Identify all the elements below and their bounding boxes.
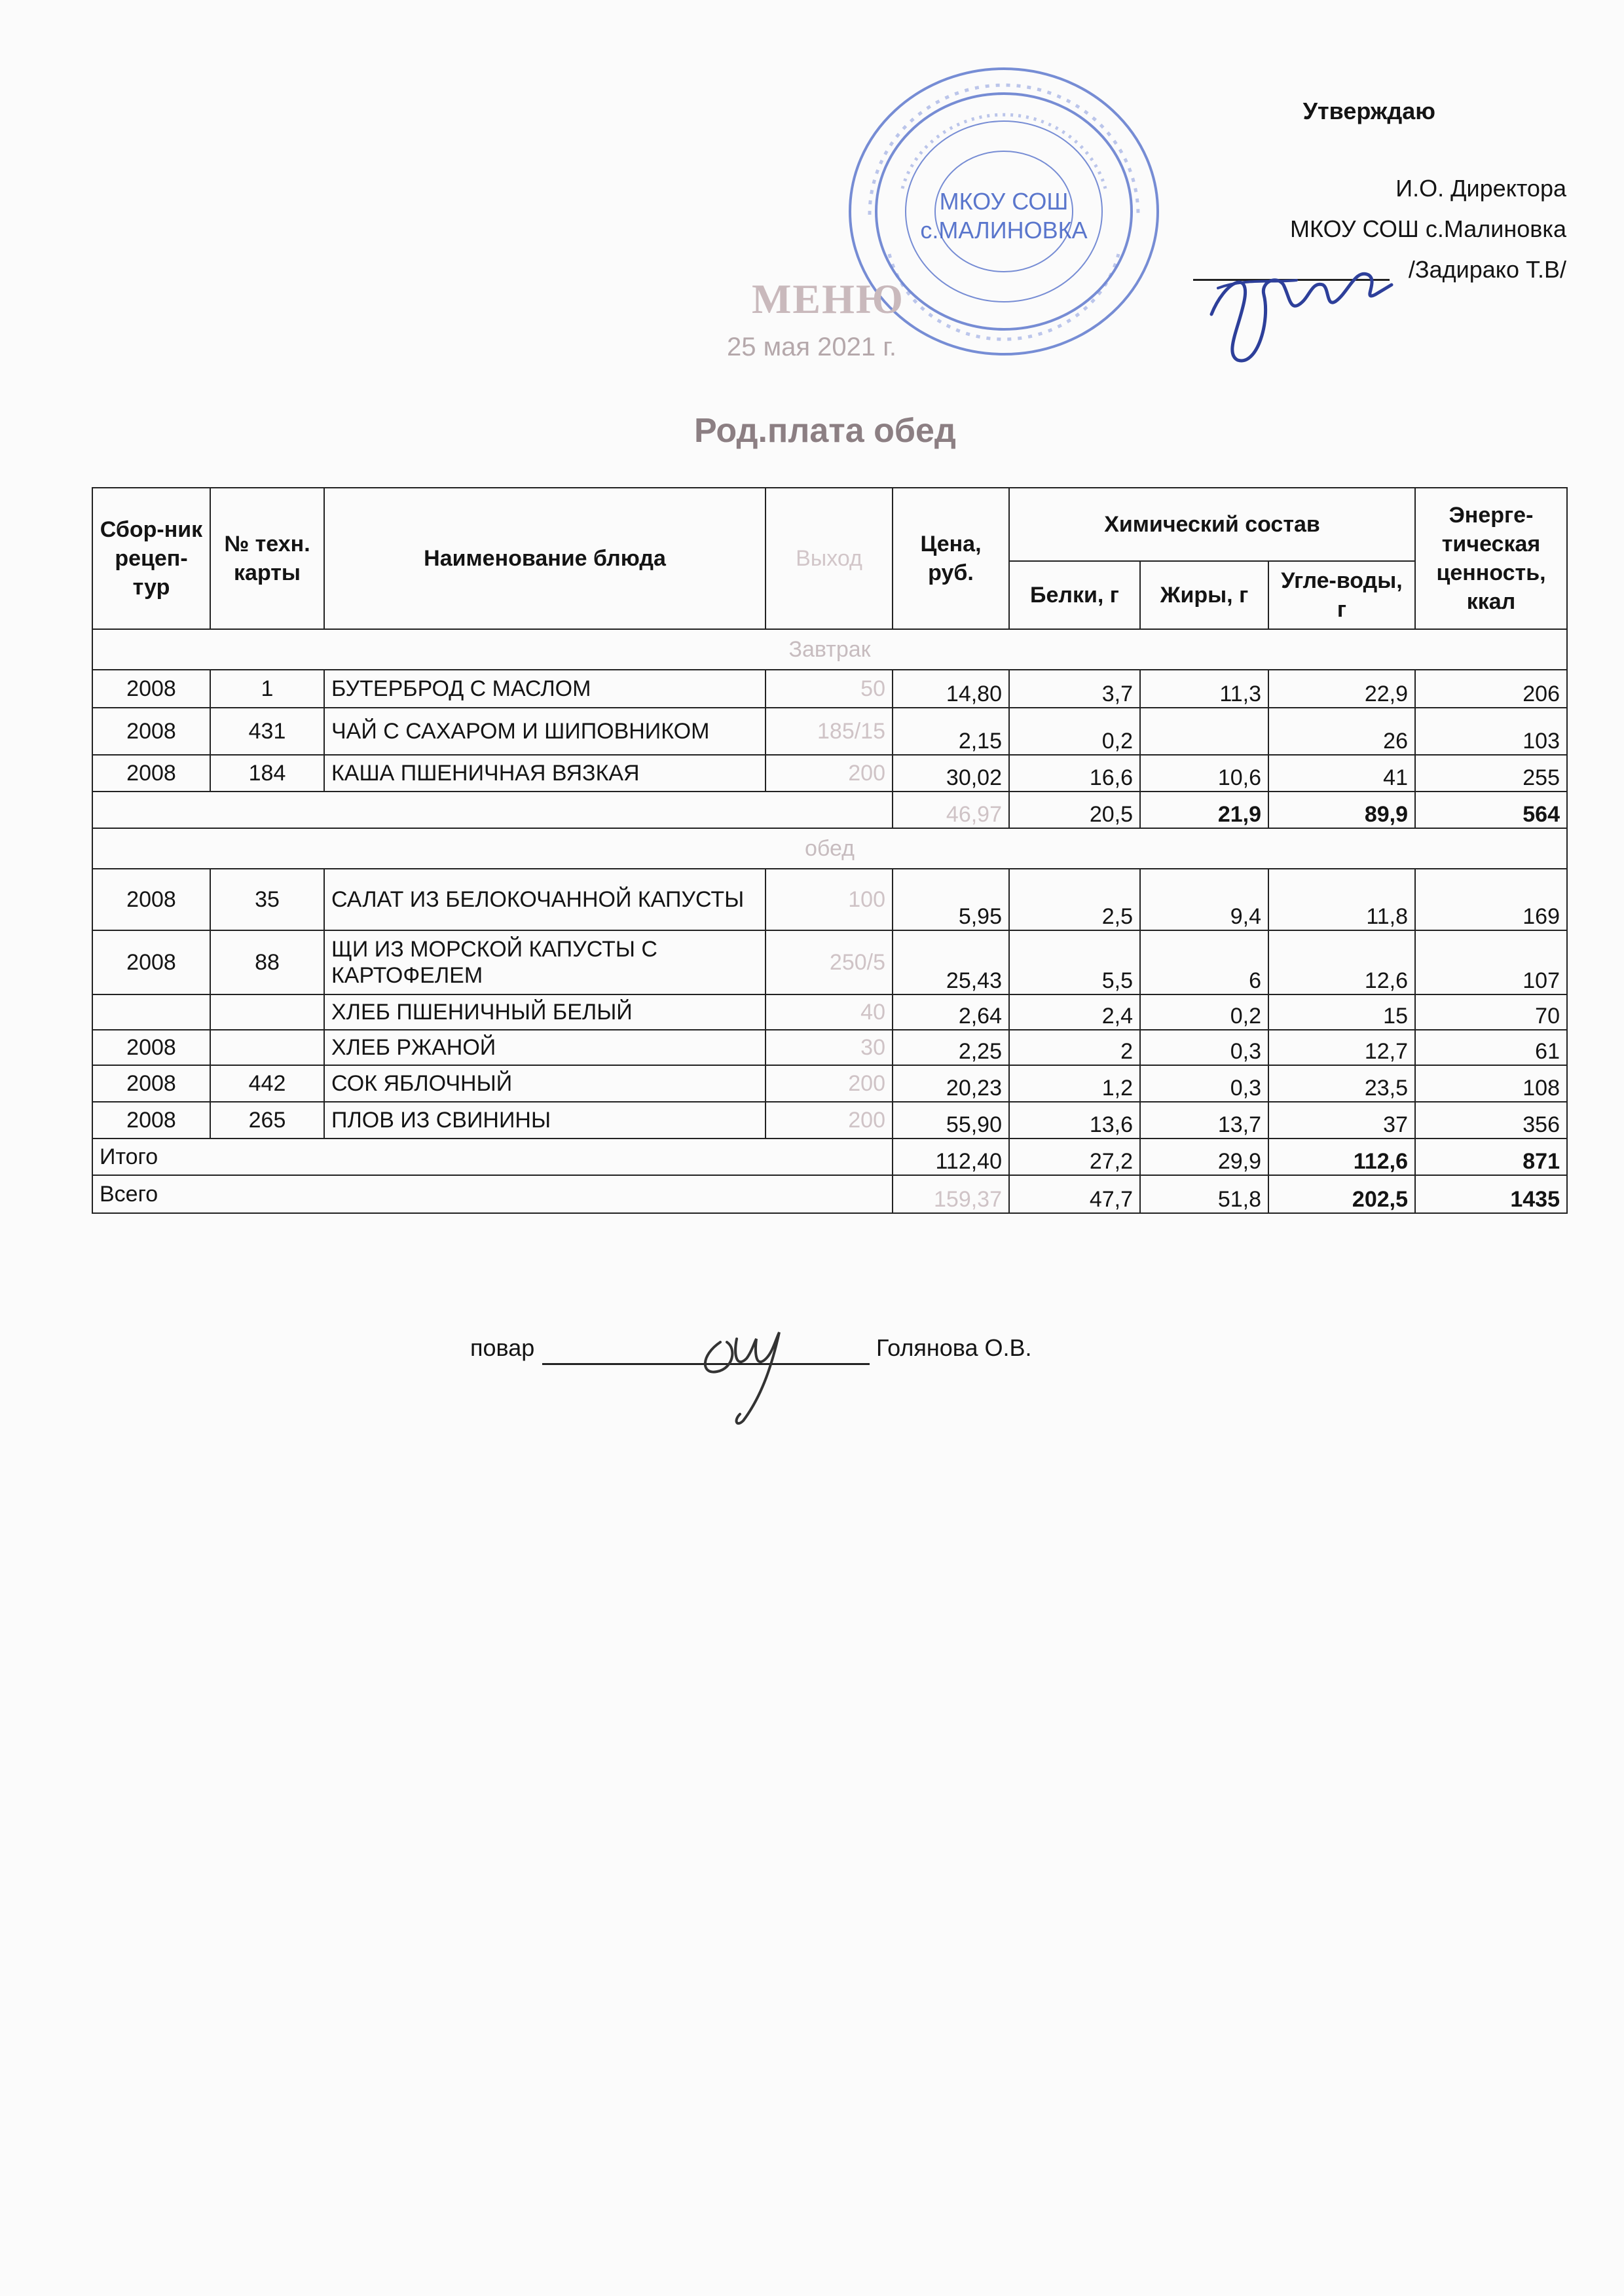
cell-dish: ХЛЕБ ПШЕНИЧНЫЙ БЕЛЫЙ [324, 994, 766, 1030]
cell-dish: КАША ПШЕНИЧНАЯ ВЯЗКАЯ [324, 755, 766, 792]
subtotal-energy: 564 [1415, 792, 1567, 828]
cell-dish: ХЛЕБ РЖАНОЙ [324, 1030, 766, 1065]
vsego-label: Всего [92, 1175, 893, 1213]
col-carbs-header: Угле-воды, г [1268, 561, 1415, 629]
vsego-row [92, 1175, 1567, 1213]
col-card-header: № техн. карты [210, 488, 324, 629]
cell-yield: 100 [766, 869, 893, 930]
cell-carbs: 11,8 [1268, 869, 1415, 930]
section-title: обед [92, 828, 1567, 869]
cell-price: 55,90 [893, 1102, 1009, 1139]
col-dish-header: Наименование блюда [324, 488, 766, 629]
subtotal-row [92, 792, 1567, 828]
table-row [92, 1102, 1567, 1139]
cell-protein: 2,4 [1009, 994, 1140, 1030]
cell-fat: 10,6 [1140, 755, 1268, 792]
cell-yield: 250/5 [766, 930, 893, 994]
subtotal-label-cell [92, 792, 893, 828]
cook-signature-block [470, 1334, 1032, 1362]
cell-price: 25,43 [893, 930, 1009, 994]
cell-carbs: 22,9 [1268, 670, 1415, 708]
menu-subtitle: Род.плата обед [694, 412, 956, 450]
cell-carbs: 37 [1268, 1102, 1415, 1139]
cell-card: 265 [210, 1102, 324, 1139]
approval-organization: МКОУ СОШ с.Малиновка [1290, 215, 1566, 242]
itogo-label: Итого [92, 1139, 893, 1175]
cell-energy: 356 [1415, 1102, 1567, 1139]
subtotal-price: 46,97 [893, 792, 1009, 828]
cell-energy: 107 [1415, 930, 1567, 994]
vsego-price: 159,37 [893, 1175, 1009, 1213]
menu-date: 25 мая 2021 г. [727, 333, 897, 361]
itogo-energy: 871 [1415, 1139, 1567, 1175]
cell-price: 2,64 [893, 994, 1009, 1030]
cell-yield: 200 [766, 1102, 893, 1139]
cell-carbs: 12,6 [1268, 930, 1415, 994]
vsego-energy: 1435 [1415, 1175, 1567, 1213]
col-collection-header: Сбор-ник рецеп-тур [92, 488, 210, 629]
cell-card [210, 1030, 324, 1065]
itogo-protein: 27,2 [1009, 1139, 1140, 1175]
vsego-carbs: 202,5 [1268, 1175, 1415, 1213]
col-energy-header: Энерге-тическая ценность, ккал [1415, 488, 1567, 629]
cell-protein: 5,5 [1009, 930, 1140, 994]
cell-energy: 255 [1415, 755, 1567, 792]
cell-collection: 2008 [92, 670, 210, 708]
col-price-header: Цена, руб. [893, 488, 1009, 629]
table-row [92, 930, 1567, 994]
cell-yield: 200 [766, 755, 893, 792]
cell-collection: 2008 [92, 1065, 210, 1102]
cell-card: 1 [210, 670, 324, 708]
table-row [92, 708, 1567, 755]
cell-protein: 0,2 [1009, 708, 1140, 755]
cell-collection: 2008 [92, 930, 210, 994]
table-row [92, 994, 1567, 1030]
col-chemical-header: Химический состав [1009, 488, 1415, 561]
cell-dish: ЩИ ИЗ МОРСКОЙ КАПУСТЫ С КАРТОФЕЛЕМ [324, 930, 766, 994]
col-fat-header: Жиры, г [1140, 561, 1268, 629]
cell-price: 5,95 [893, 869, 1009, 930]
vsego-protein: 47,7 [1009, 1175, 1140, 1213]
cell-protein: 2,5 [1009, 869, 1140, 930]
cell-dish: ПЛОВ ИЗ СВИНИНЫ [324, 1102, 766, 1139]
cell-energy: 206 [1415, 670, 1567, 708]
cell-card: 184 [210, 755, 324, 792]
director-signature-icon [1198, 223, 1395, 373]
col-yield-header: Выход [766, 488, 893, 629]
cell-card: 88 [210, 930, 324, 994]
cell-collection: 2008 [92, 869, 210, 930]
cell-carbs: 23,5 [1268, 1065, 1415, 1102]
itogo-carbs: 112,6 [1268, 1139, 1415, 1175]
approval-title: Утверждаю [1302, 98, 1435, 124]
section-breakfast [92, 629, 1567, 670]
cell-yield: 50 [766, 670, 893, 708]
subtotal-fat: 21,9 [1140, 792, 1268, 828]
stamp-line-1: МКОУ СОШ [939, 188, 1069, 215]
header-row-1 [92, 488, 1567, 561]
cell-dish: ЧАЙ С САХАРОМ И ШИПОВНИКОМ [324, 708, 766, 755]
cell-fat: 6 [1140, 930, 1268, 994]
cell-card: 35 [210, 869, 324, 930]
table-row [92, 755, 1567, 792]
cell-carbs: 12,7 [1268, 1030, 1415, 1065]
cell-yield: 200 [766, 1065, 893, 1102]
cell-price: 2,15 [893, 708, 1009, 755]
cell-protein: 3,7 [1009, 670, 1140, 708]
cell-card [210, 994, 324, 1030]
subtotal-protein: 20,5 [1009, 792, 1140, 828]
cell-energy: 108 [1415, 1065, 1567, 1102]
cell-collection [92, 994, 210, 1030]
menu-title: МЕНЮ [752, 276, 904, 322]
cook-name: Голянова О.В. [876, 1334, 1032, 1361]
cell-protein: 13,6 [1009, 1102, 1140, 1139]
cell-fat: 11,3 [1140, 670, 1268, 708]
cell-protein: 2 [1009, 1030, 1140, 1065]
cell-fat [1140, 708, 1268, 755]
cell-collection: 2008 [92, 1030, 210, 1065]
cell-dish: БУТЕРБРОД С МАСЛОМ [324, 670, 766, 708]
cell-price: 14,80 [893, 670, 1009, 708]
approval-name: /Задирако Т.В/ [1408, 256, 1566, 283]
cell-energy: 169 [1415, 869, 1567, 930]
section-title: Завтрак [92, 629, 1567, 670]
cell-yield: 185/15 [766, 708, 893, 755]
cell-fat: 0,3 [1140, 1030, 1268, 1065]
cell-dish: СОК ЯБЛОЧНЫЙ [324, 1065, 766, 1102]
stamp-line-2: с.МАЛИНОВКА [920, 217, 1088, 244]
vsego-fat: 51,8 [1140, 1175, 1268, 1213]
cell-carbs: 15 [1268, 994, 1415, 1030]
cell-collection: 2008 [92, 1102, 210, 1139]
cook-signature-icon [681, 1303, 812, 1434]
cell-dish: САЛАТ ИЗ БЕЛОКОЧАННОЙ КАПУСТЫ [324, 869, 766, 930]
cell-price: 2,25 [893, 1030, 1009, 1065]
cell-energy: 103 [1415, 708, 1567, 755]
cell-collection: 2008 [92, 755, 210, 792]
cell-card: 431 [210, 708, 324, 755]
cell-protein: 16,6 [1009, 755, 1140, 792]
table-row [92, 869, 1567, 930]
cell-price: 30,02 [893, 755, 1009, 792]
cell-fat: 9,4 [1140, 869, 1268, 930]
cell-carbs: 26 [1268, 708, 1415, 755]
cell-protein: 1,2 [1009, 1065, 1140, 1102]
cell-energy: 61 [1415, 1030, 1567, 1065]
col-protein-header: Белки, г [1009, 561, 1140, 629]
table-row [92, 1065, 1567, 1102]
itogo-fat: 29,9 [1140, 1139, 1268, 1175]
table-row [92, 1030, 1567, 1065]
menu-table [92, 487, 1568, 1214]
cell-collection: 2008 [92, 708, 210, 755]
cell-yield: 40 [766, 994, 893, 1030]
approval-position: И.О. Директора [1395, 175, 1566, 202]
cell-card: 442 [210, 1065, 324, 1102]
cell-fat: 0,2 [1140, 994, 1268, 1030]
itogo-price: 112,40 [893, 1139, 1009, 1175]
cell-price: 20,23 [893, 1065, 1009, 1102]
cell-fat: 13,7 [1140, 1102, 1268, 1139]
subtotal-carbs: 89,9 [1268, 792, 1415, 828]
cell-carbs: 41 [1268, 755, 1415, 792]
cell-energy: 70 [1415, 994, 1567, 1030]
table-row [92, 670, 1567, 708]
cook-label: повар [470, 1334, 535, 1361]
itogo-row [92, 1139, 1567, 1175]
section-lunch [92, 828, 1567, 869]
cell-fat: 0,3 [1140, 1065, 1268, 1102]
cell-yield: 30 [766, 1030, 893, 1065]
